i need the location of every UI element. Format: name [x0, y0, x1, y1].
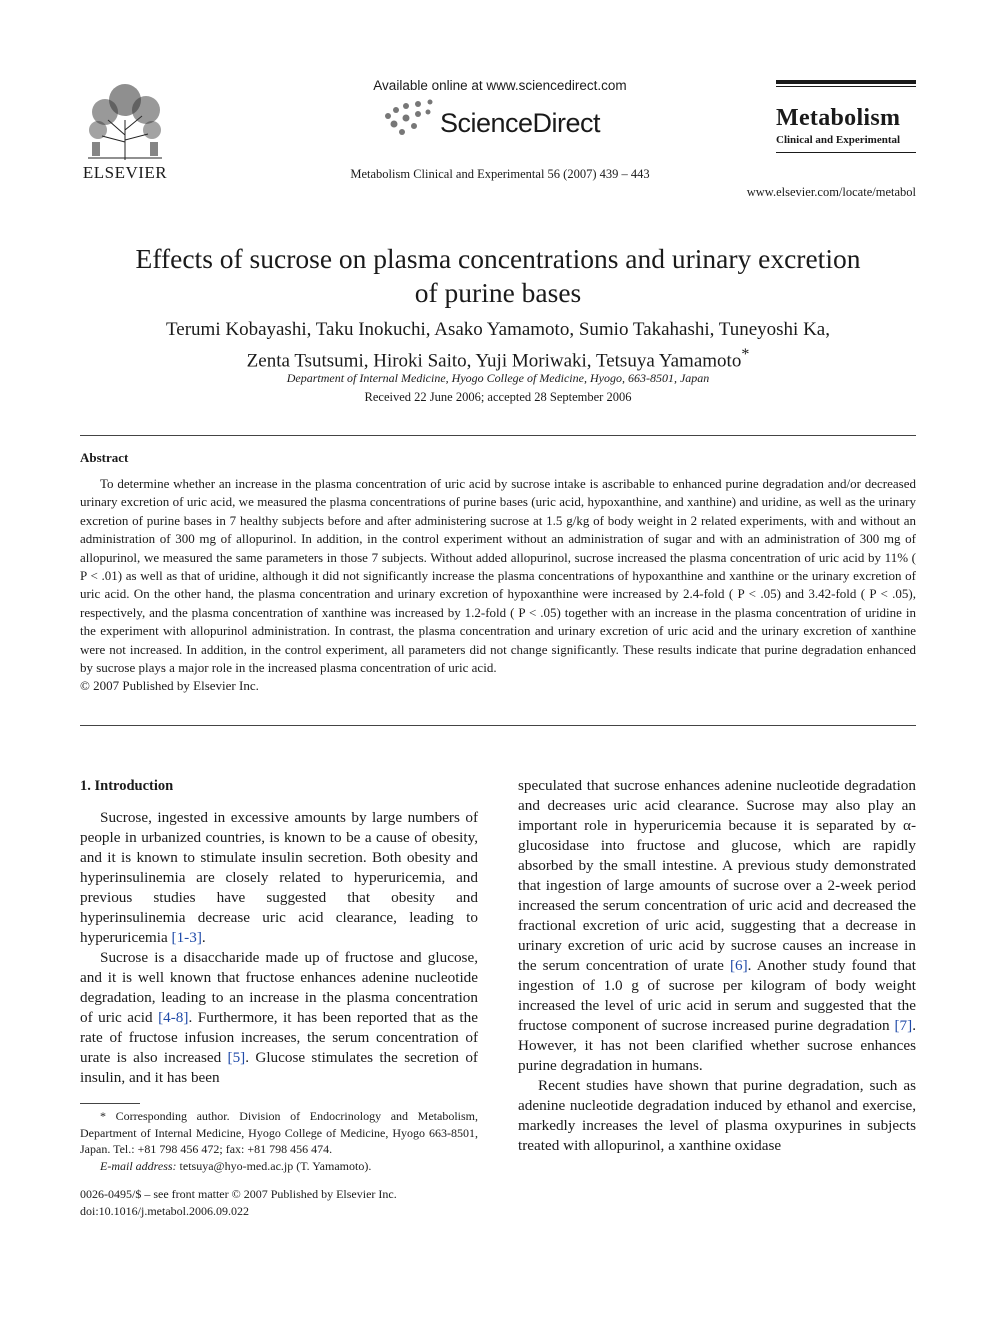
article-title: [80, 242, 916, 310]
journal-url-link[interactable]: www.elsevier.com/locate/metabol: [746, 185, 916, 199]
journal-rule-bottom: [776, 152, 916, 153]
left-column: [80, 808, 478, 1088]
citation-link[interactable]: [4-8]: [158, 1009, 189, 1026]
abstract-copyright: © 2007 Published by Elsevier Inc.: [80, 678, 259, 694]
abstract-heading: Abstract: [80, 450, 129, 465]
intro-p2-text-c: . Glucose stimulates the secretion of insulin, and it has been: [80, 1049, 478, 1086]
issn-line: 0026-0495/$ – see front matter © 2007 Published by Elsevier Inc.: [80, 1187, 397, 1201]
authors-line-2: [80, 342, 916, 373]
intro-paragraph-3: Recent studies have shown that purine degradation, such as adenine nucleotide degradation induced by ethanol and exercise, markedly increases the level of plasma oxypurines in subjects treated with allopurinol, a xanthine oxidase: [518, 1077, 916, 1154]
doi-line[interactable]: doi:10.1016/j.metabol.2006.09.022: [80, 1204, 249, 1218]
citation-link[interactable]: [6]: [729, 957, 748, 974]
intro-r1-text-c: . However, it has not been clarified whether sucrose enhances purine degradation in humans.: [518, 1017, 916, 1074]
front-matter-info: [80, 1186, 478, 1220]
authors-line-2-text: Zenta Tsutsumi, Hiroki Saito, Yuji Moriwaki, Tetsuya Yamamoto: [246, 350, 742, 372]
intro-r1-text-a: speculated that sucrose enhances adenine nucleotide degradation and decreases uric acid clearance. Sucrose may also play an important role in hyperuricemia because it is separated by α-glucosidase into fructose and glucose, which are rapidly absorbed by the small intestine. A previous study demonstrated that ingestion of large amounts of sucrose over a 2-week period increased the serum concentration of uric acid and decreased the fractional excretion of uric acid, suggesting that a decrease in urinary excretion of uric acid by sucrose causes an increase in the serum concentration of urate: [518, 777, 916, 974]
footnote-rule: [80, 1103, 140, 1104]
corresponding-author-footnote: [80, 1108, 478, 1174]
affiliation: Department of Internal Medicine, Hyogo College of Medicine, Hyogo, 663-8501, Japan: [286, 371, 710, 385]
abstract-text: To determine whether an increase in the plasma concentration of uric acid by sucrose intake is ascribable to enhanced purine degradation and/or decreased urinary excretion of uric acid, we measured the plasma concentrations of purine bases (uric acid, hypoxanthine, and xanthine) and uridine, as well as the urinary excretion of purine bases in 7 healthy subjects before and after administering sucrose at 1.5 g/kg of body weight in 2 related experiments, with and without an administration of 300 mg of allopurinol. In addition, in the control experiment without an administration of sugar and with an administration of 300 mg of allopurinol, we measured the same parameters in those 7 subjects. Without added allopurinol, sucrose increased the plasma concentration of uric acid by 11% ( P < .01) as well as that of uridine, although it did not significantly increase the plasma concentrations of hypoxanthine and xanthine or the urinary excretion of uric acid. On the other hand, the plasma concentration and urinary excretion of hypoxanthine were increased by 2.4-fold ( P < .05) and 3.42-fold ( P < .05), respectively, and the plasma concentration of xanthine was increased by 1.2-fold ( P < .05) together with an increase in the plasma concentration of uridine in the experiment with allopurinol administration. In contrast, the plasma concentration and urinary excretion of uric acid and the urinary excretion of xanthine were not increased. In addition, in the control experiment, all parameters did not change significantly. These results indicate that purine degradation enhanced by sucrose plays a major role in the increased plasma concentration of uric acid.: [80, 476, 916, 676]
article-title-line-2: of purine bases: [414, 277, 582, 308]
elsevier-tree-logo: [78, 80, 172, 162]
citation-link[interactable]: [7]: [894, 1017, 913, 1034]
available-online-text[interactable]: Available online at www.sciencedirect.com: [373, 78, 627, 93]
intro-paragraph-2-continued: [518, 776, 916, 1076]
intro-p1-end: .: [201, 929, 206, 946]
journal-subtitle: Clinical and Experimental: [776, 134, 901, 146]
intro-p1-text: Sucrose, ingested in excessive amounts by large numbers of people in urbanized countries, is known to be a cause of obesity, and it is known to stimulate insulin secretion. Both obesity and hyperinsulinemia are closely related to hyperuricemia, and previous studies have suggested that obesity and hyperinsulinemia decrease uric acid clearance, leading to hyperuricemia: [80, 809, 478, 946]
intro-p2-text-b: . Furthermore, it has been reported that as the rate of fructose infusion increases, the serum concentration of urate is also increased: [80, 1009, 478, 1066]
intro-paragraph-2: [80, 948, 478, 1088]
intro-p2-text-a: Sucrose is a disaccharide made up of fructose and glucose, and it is well known that fructose enhances adenine nucleotide degradation, leading to an increase in the plasma concentration of uric acid: [80, 949, 478, 1026]
journal-citation: Metabolism Clinical and Experimental 56 (2007) 439 – 443: [350, 167, 650, 181]
citation-link[interactable]: [5]: [227, 1049, 246, 1066]
email-address-link[interactable]: tetsuya@hyo-med.ac.jp (T. Yamamoto).: [176, 1158, 372, 1173]
corresponding-author-mark[interactable]: *: [741, 346, 750, 363]
journal-rule-top: [776, 80, 916, 84]
intro-paragraph-1: [80, 808, 478, 948]
footnote-corresponding: * Corresponding author. Division of Endocrinology and Metabolism, Department of Internal Medicine, Hyogo College of Medicine, Hyogo 663-8501, Japan. Tel.: +81 798 456 472; fax: +81 798 456 474.: [80, 1109, 478, 1156]
intro-r1-text-b: . Another study found that ingestion of 1.0 g of sucrose per kilogram of body weight increased the level of uric acid in serum and suggested that the fructose component of sucrose increased purine degradation: [518, 957, 917, 1034]
citation-link[interactable]: [1-3]: [171, 929, 202, 946]
right-column: [518, 776, 916, 1156]
journal-rule-top-thin: [776, 86, 916, 87]
authors-line-1: Terumi Kobayashi, Taku Inokuchi, Asako Yamamoto, Sumio Takahashi, Tuneyoshi Ka,: [166, 319, 830, 340]
sciencedirect-dots-icon: [380, 98, 440, 138]
abstract-body: [80, 475, 916, 696]
email-label: E-mail address:: [100, 1158, 177, 1173]
author-list: [80, 317, 916, 373]
article-title-line-1: Effects of sucrose on plasma concentrations and urinary excretion: [135, 243, 861, 274]
journal-name: Metabolism: [776, 105, 901, 131]
sciencedirect-logo[interactable]: ScienceDirect: [440, 108, 601, 138]
abstract-bottom-rule: [80, 725, 916, 726]
section-heading-introduction: 1. Introduction: [80, 778, 174, 794]
received-accepted-dates: Received 22 June 2006; accepted 28 September 2006: [364, 390, 632, 404]
abstract-top-rule: [80, 435, 916, 436]
elsevier-wordmark: ELSEVIER: [82, 163, 168, 182]
footnote-email: [80, 1158, 478, 1175]
